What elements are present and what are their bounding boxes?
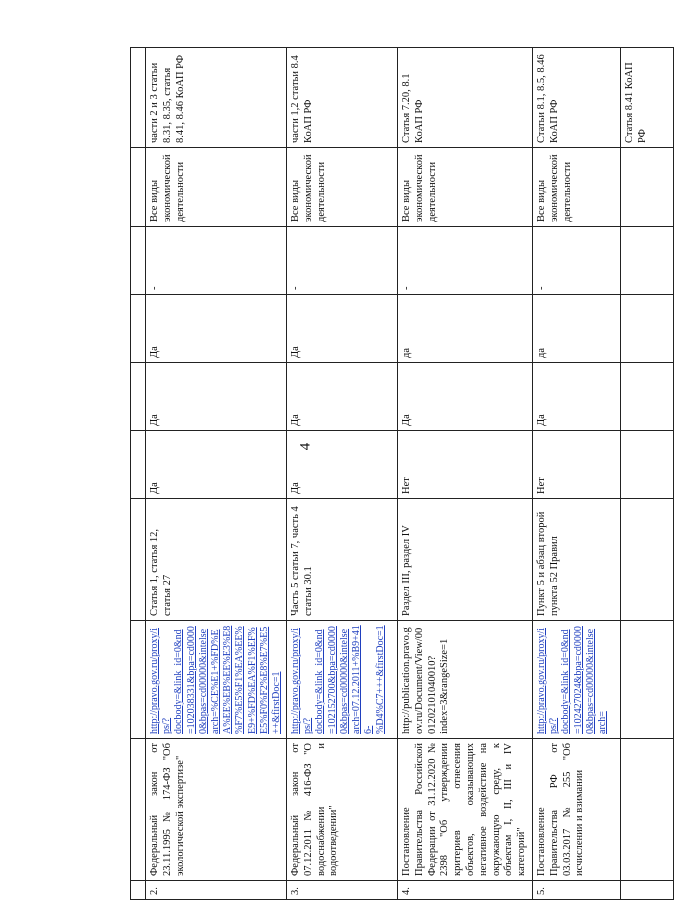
provision-reference: Статья 1, статья 12, статья 27: [146, 499, 287, 621]
activity-type: Все виды экономической деятельности: [146, 148, 287, 227]
header-cell: [131, 363, 146, 431]
table-row-5: [533, 48, 621, 900]
koap-reference: Статья 8.41 КоАП РФ: [621, 48, 674, 148]
header-cell: [131, 148, 146, 227]
row-number: 2.: [146, 881, 287, 900]
act-link[interactable]: http://publication.pravo.gov.ru/Document/View/0001202101040010?index=3&rangeSize=1: [398, 621, 533, 739]
table-row-3: [287, 48, 398, 900]
header-cell: [131, 621, 146, 739]
header-cell: [131, 48, 146, 148]
act-name: Федеральный закон от 07.12.2011 № 416-ФЗ "О водоснабжении и водоотведении": [287, 739, 398, 881]
flag-cell: [621, 227, 674, 295]
flag-cell: Да: [398, 363, 533, 431]
header-cell: [131, 881, 146, 900]
flag-cell: Да: [146, 431, 287, 499]
row-number: 3.: [287, 881, 398, 900]
flag-cell: да: [533, 295, 621, 363]
flag-cell: Да: [533, 363, 621, 431]
act-link[interactable]: http://pravo.gov.ru/proxy/ips/?docbody=&link_id=0&nd=102427024&bpa=cd00000&bpas=cd00000&intelsearch=: [533, 621, 621, 739]
activity-type: Все виды экономической деятельности: [287, 148, 398, 227]
flag-cell: -: [287, 227, 398, 295]
act-link[interactable]: http://pravo.gov.ru/proxy/ips/?docbody=&link_id=0&nd=102152700&bpa=cd00000&bpas=cd00000&intelsearch=07.12.2011+%B9+416-%D4%C7+++&firstDoc=1: [287, 621, 398, 739]
provision-reference: Раздел III, раздел IV: [398, 499, 533, 621]
act-name: Федеральный закон от 23.11.1995 № 174-ФЗ "Об экологической экспертизе": [146, 739, 287, 881]
page-number: 4: [297, 442, 314, 451]
provision-reference: Часть 5 статьи 7, часть 4 статьи 30.1: [287, 499, 398, 621]
flag-cell: Да: [287, 363, 398, 431]
header-strip-row: [131, 48, 146, 900]
header-cell: [131, 227, 146, 295]
act-name: Постановление Правительства РФ от 03.03.2017 № 255 "Об исчислении и взимании: [533, 739, 621, 881]
flag-cell: -: [533, 227, 621, 295]
provision-reference: Пункт 5 и абзац второй пункта 52 Правил: [533, 499, 621, 621]
table-row-2: [146, 48, 287, 900]
rotated-table-wrapper: [130, 48, 648, 900]
header-cell: [131, 499, 146, 621]
header-cell: [131, 431, 146, 499]
header-cell: [131, 739, 146, 881]
koap-reference: Статьи 8.1, 8.5, 8.46 КоАП РФ: [533, 48, 621, 148]
flag-cell: Нет: [398, 431, 533, 499]
table-row-4: [398, 48, 533, 900]
header-cell: [131, 295, 146, 363]
act-name: Постановление Правительства Российской Федерации от 31.12.2020 № 2398 "Об утверждении критериев отнесения объектов, оказывающих негативное воздействие на окружающую среду, к объектам I, II, III и IV категорий": [398, 739, 533, 881]
flag-cell: [621, 431, 674, 499]
flag-cell: Да: [287, 295, 398, 363]
flag-cell: [621, 363, 674, 431]
flag-cell: -: [146, 227, 287, 295]
requirements-table: [130, 47, 674, 900]
row-number: [621, 881, 674, 900]
flag-cell: [621, 295, 674, 363]
row-number: 4.: [398, 881, 533, 900]
table-row-6: [621, 48, 674, 900]
koap-reference: части 1,2 статьи 8.4 КоАП РФ: [287, 48, 398, 148]
flag-cell: да: [398, 295, 533, 363]
act-link[interactable]: http://pravo.gov.ru/proxy/ips/?docbody=&link_id=0&nd=102038331&bpa=cd00000&bpas=cd00000&intelsearch=%CE%E1+%FD%EA%EE%EB%EE%E3%E8%F7%E5%F1%EA%EE%E9+%FD%EA%F1%EF%E5%F0%F2%E8%E7%E5++&firstDoc=1: [146, 621, 287, 739]
flag-cell: Да: [287, 431, 398, 499]
provision-reference: [621, 499, 674, 621]
flag-cell: Нет: [533, 431, 621, 499]
flag-cell: Да: [146, 363, 287, 431]
activity-type: Все виды экономической деятельности: [533, 148, 621, 227]
act-name: [621, 739, 674, 881]
activity-type: [621, 148, 674, 227]
act-link: [621, 621, 674, 739]
koap-reference: части 2 и 3 статьи 8.31, 8.35, статья 8.41, 8.46 КоАП РФ: [146, 48, 287, 148]
koap-reference: Статья 7.20, 8.1 КоАП РФ: [398, 48, 533, 148]
flag-cell: -: [398, 227, 533, 295]
row-number: 5.: [533, 881, 621, 900]
activity-type: Все виды экономической деятельности: [398, 148, 533, 227]
flag-cell: Да: [146, 295, 287, 363]
